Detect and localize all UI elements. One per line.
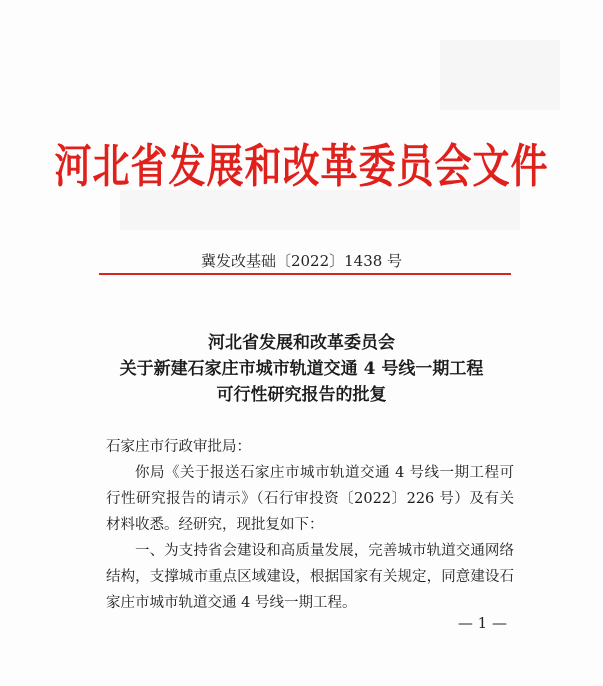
bleed-through-texture (440, 40, 560, 110)
addressee: 石家庄市行政审批局： (106, 439, 251, 455)
document-header-title: 河北省发展和改革委员会文件 (54, 139, 549, 193)
document-subject (0, 330, 603, 408)
subject-line-3: 可行性研究报告的批复 (216, 385, 387, 405)
body-paragraph-1: 你局《关于报送石家庄市城市轨道交通 4 号线一期工程可行性研究报告的请示》（石行审投资〔2022〕226 号）及有关材料收悉。经研究，现批复如下： (106, 465, 514, 533)
document-body (106, 434, 514, 616)
bleed-through-texture (120, 190, 520, 230)
subject-line-1: 河北省发展和改革委员会 (208, 333, 395, 353)
subject-line-2: 关于新建石家庄市城市轨道交通 4 号线一期工程 (119, 359, 484, 379)
page-number: — 1 — (457, 614, 507, 632)
red-divider-line (99, 273, 511, 275)
document-number: 冀发改基础〔2022〕1438 号 (200, 252, 403, 270)
body-paragraph-2: 一、为支持省会建设和高质量发展，完善城市轨道交通网络结构，支撑城市重点区域建设，根据国家有关规定，同意建设石家庄市城市轨道交通 4 号线一期工程。 (106, 543, 514, 611)
